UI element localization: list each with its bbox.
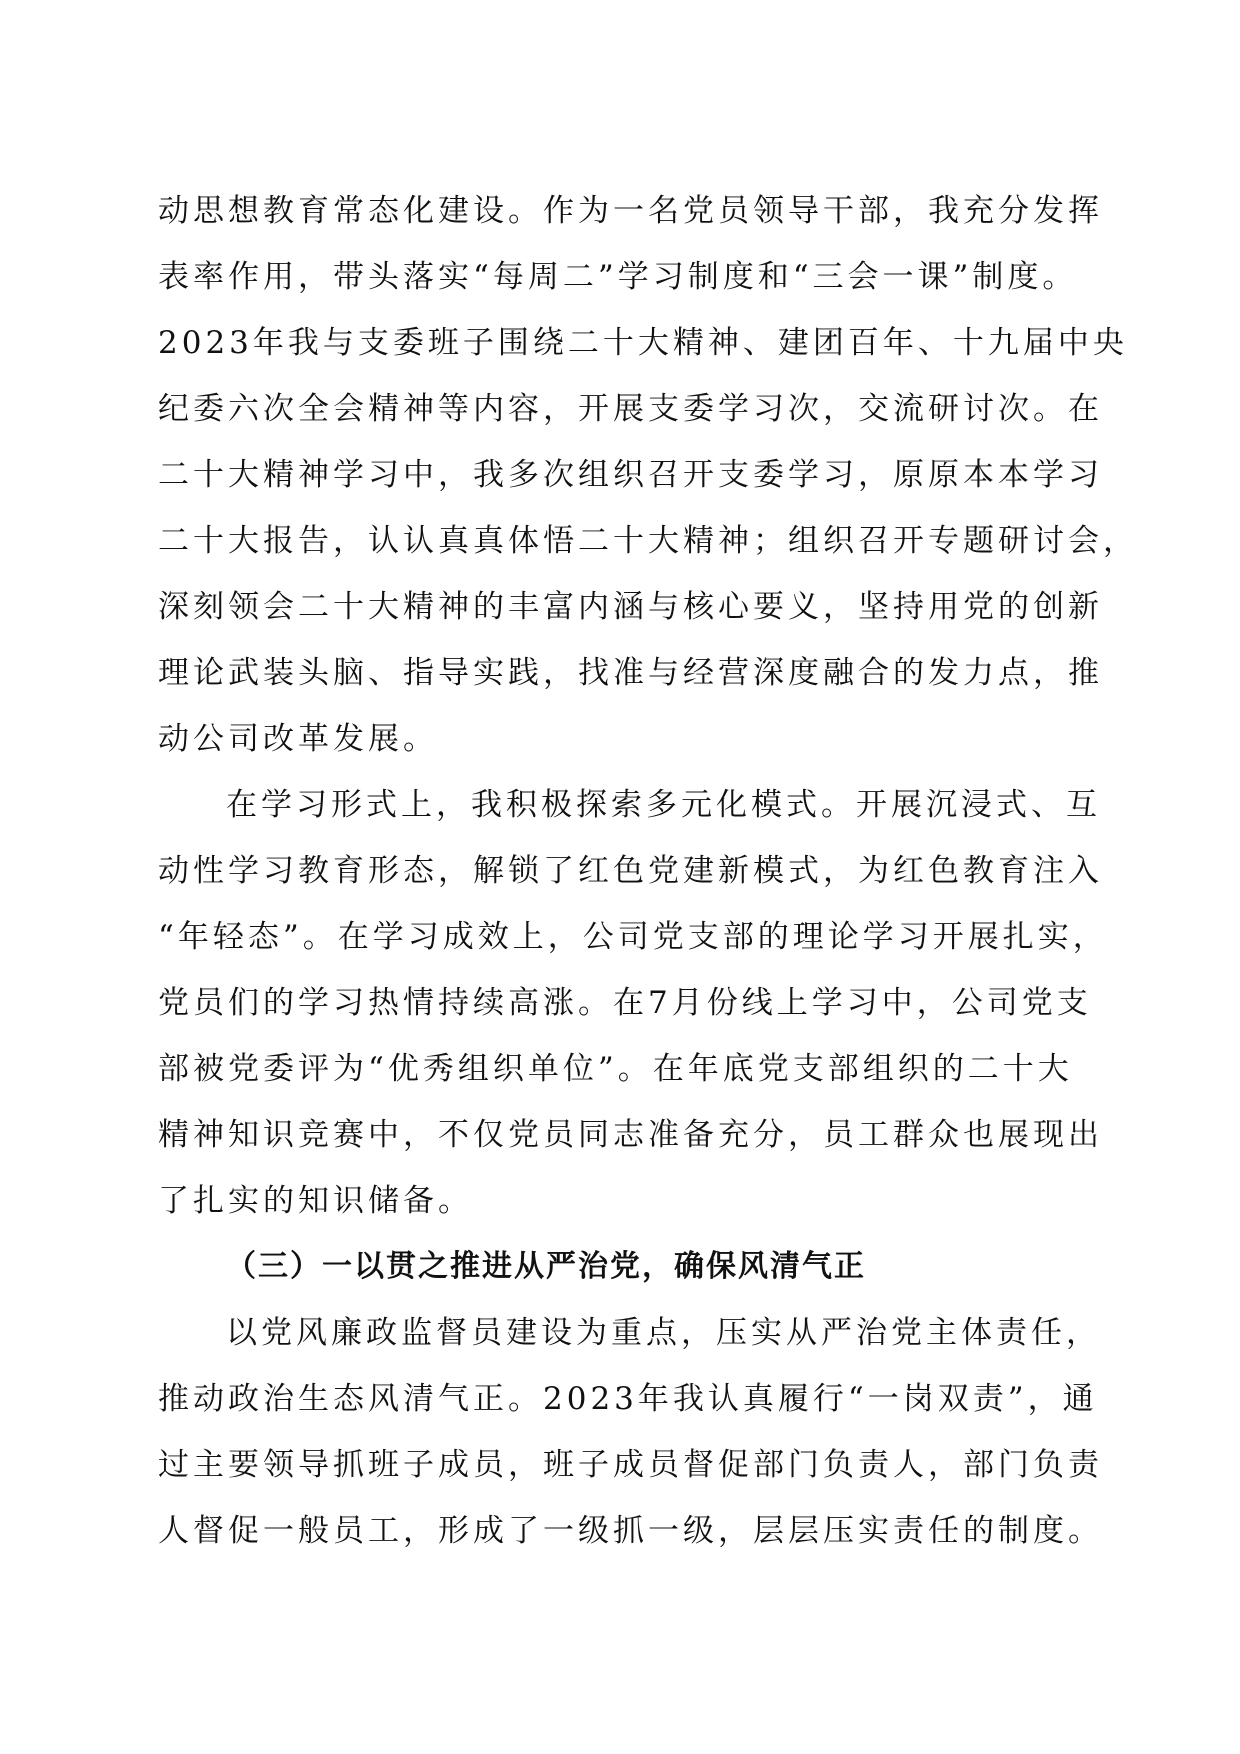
body-line: 表率作用，带头落实“每周二”学习制度和“三会一课”制度。 (158, 259, 1078, 295)
body-line: 纪委六次全会精神等内容，开展支委学习次，交流研讨次。在 (158, 391, 1103, 427)
body-line: 二十大精神学习中，我多次组织召开支委学习，原原本本学习 (158, 457, 1103, 493)
paragraph-start-line: 在学习形式上，我积极探索多元化模式。开展沉浸式、互 (226, 787, 1101, 823)
body-line: 动公司改革发展。 (158, 721, 438, 757)
body-line: 2023年我与支委班子围绕二十大精神、建团百年、十九届中央 (158, 325, 1128, 361)
body-line: 精神知识竞赛中，不仅党员同志准备充分，员工群众也展现出 (158, 1117, 1103, 1153)
section-heading: （三）一以贯之推进从严治党，确保风清气正 (226, 1249, 866, 1284)
body-line: 二十大报告，认认真真体悟二十大精神；组织召开专题研讨会， (158, 523, 1138, 559)
body-line: 动性学习教育形态，解锁了红色党建新模式，为红色教育注入 (158, 853, 1103, 889)
body-line: 过主要领导抓班子成员，班子成员督促部门负责人，部门负责 (158, 1447, 1103, 1483)
document-body (158, 178, 1138, 1564)
body-line: 理论武装头脑、指导实践，找准与经营深度融合的发力点，推 (158, 655, 1103, 691)
paragraph-start-line: 以党风廉政监督员建设为重点，压实从严治党主体责任， (226, 1315, 1101, 1351)
body-line: “年轻态”。在学习成效上，公司党支部的理论学习开展扎实， (158, 919, 1108, 955)
body-line: 深刻领会二十大精神的丰富内涵与核心要义，坚持用党的创新 (158, 589, 1103, 625)
body-line: 动思想教育常态化建设。作为一名党员领导干部，我充分发挥 (158, 193, 1103, 229)
body-line: 党员们的学习热情持续高涨。在7月份线上学习中，公司党支 (158, 985, 1092, 1021)
body-line: 推动政治生态风清气正。2023年我认真履行“一岗双责”，通 (158, 1381, 1098, 1417)
body-line: 人督促一般员工，形成了一级抓一级，层层压实责任的制度。 (158, 1513, 1103, 1549)
body-line: 部被党委评为“优秀组织单位”。在年底党支部组织的二十大 (158, 1051, 1073, 1087)
body-line: 了扎实的知识储备。 (158, 1183, 473, 1219)
